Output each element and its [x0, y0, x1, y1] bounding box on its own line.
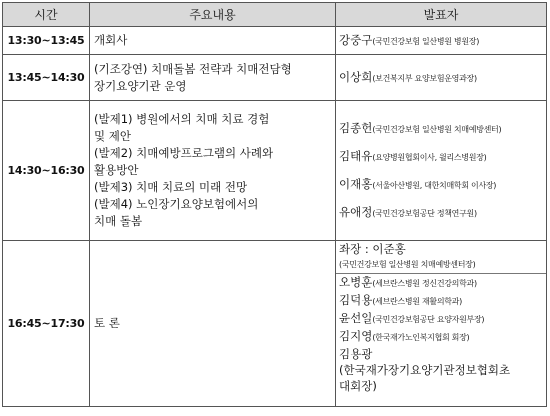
presenter-name: 이재홍 — [339, 176, 373, 191]
panel-list — [336, 273, 546, 394]
content-line: (발제4) 노인장기요양보험에서의 — [94, 197, 259, 211]
content-line: (기조강연) 치매돌봄 전략과 치매전담형 — [94, 61, 292, 76]
panel-name: 김덕용 — [339, 293, 373, 307]
content-line: 장기요양기관 운영 — [94, 78, 187, 93]
presenter-entry — [339, 148, 546, 166]
schedule-table — [2, 2, 547, 407]
content-line: (발제1) 병원에서의 치매 치료 경험 — [94, 112, 270, 126]
table-row — [3, 101, 547, 241]
panel-affiliation: (국민건강보험공단 요양자원부장) — [372, 315, 485, 324]
panel-entry — [339, 328, 546, 346]
content-line: 활용방안 — [94, 163, 139, 177]
presenter-entry — [339, 204, 546, 222]
panel-entry — [339, 310, 546, 328]
panel-name: 김용광 — [339, 347, 373, 361]
presenter-name: 강중구 — [339, 32, 373, 47]
presenter-affiliation: (국민건강보험공단 정책연구원) — [372, 208, 477, 218]
time-cell: 13:45~14:30 — [3, 55, 90, 101]
table-row — [3, 27, 547, 55]
panel-affiliation: (세브란스병원 재활의학과) — [372, 297, 462, 306]
panel-affiliation-line: 대회장) — [339, 379, 377, 393]
panel-affiliation: (한국재가노인복지협회 회장) — [372, 333, 470, 342]
content-line: 및 제안 — [94, 129, 131, 143]
presenter-name: 김종헌 — [339, 120, 373, 135]
presenter-affiliation: (요양병원협회이사, 윌리스병원장) — [372, 152, 487, 162]
presenter-affiliation: (보건복지부 요양보험운영과장) — [372, 73, 477, 83]
presenter-affiliation: (국민건강보험 일산병원 치매예방센터) — [372, 124, 502, 134]
time-cell: 14:30~16:30 — [3, 101, 90, 241]
presenter-name: 유애정 — [339, 204, 373, 219]
presenter-name: 김태유 — [339, 148, 373, 163]
content-line: (발제3) 치매 치료의 미래 전망 — [94, 180, 248, 194]
panel-entry — [339, 346, 546, 362]
time-cell: 13:30~13:45 — [3, 27, 90, 55]
presenter-cell — [336, 241, 547, 407]
chair-label: 좌장 : 이준홍 — [339, 242, 406, 256]
header-presenter: 발표자 — [336, 3, 547, 27]
panel-entry — [339, 292, 546, 310]
content-cell: 토 론 — [90, 241, 336, 407]
table-row — [3, 55, 547, 101]
panel-entry — [339, 274, 546, 292]
program-schedule — [2, 2, 546, 412]
content-cell — [90, 101, 336, 241]
presenter-affiliation: (국민건강보험 일산병원 병원장) — [372, 36, 480, 46]
table-row — [3, 241, 547, 407]
content-cell — [90, 55, 336, 101]
presenter-affiliation: (서울아산병원, 대한치매학회 이사장) — [372, 180, 497, 190]
header-content: 주요내용 — [90, 3, 336, 27]
panel-name: 김지영 — [339, 329, 373, 343]
header-row — [3, 3, 547, 27]
content-line: (발제2) 치매예방프로그램의 사례와 — [94, 146, 274, 160]
header-time: 시간 — [3, 3, 90, 27]
content-cell: 개회사 — [90, 27, 336, 55]
presenter-entry — [339, 120, 546, 138]
time-cell: 16:45~17:30 — [3, 241, 90, 407]
panel-name: 오병훈 — [339, 275, 373, 289]
presenter-cell — [336, 27, 547, 55]
panel-affiliation: (세브란스병원 정신건강의학과) — [372, 279, 477, 288]
panel-affiliation-line: (한국재가장기요양기관정보협회초 — [339, 363, 511, 377]
presenter-cell — [336, 55, 547, 101]
content-line: 치매 돌봄 — [94, 214, 143, 228]
presenter-name: 이상희 — [339, 69, 373, 84]
chair-affiliation: (국민건강보험 일산병원 치매예방센터장) — [339, 260, 476, 269]
panel-name: 윤선일 — [339, 311, 373, 325]
presenter-entry — [339, 176, 546, 194]
presenter-cell — [336, 101, 547, 241]
